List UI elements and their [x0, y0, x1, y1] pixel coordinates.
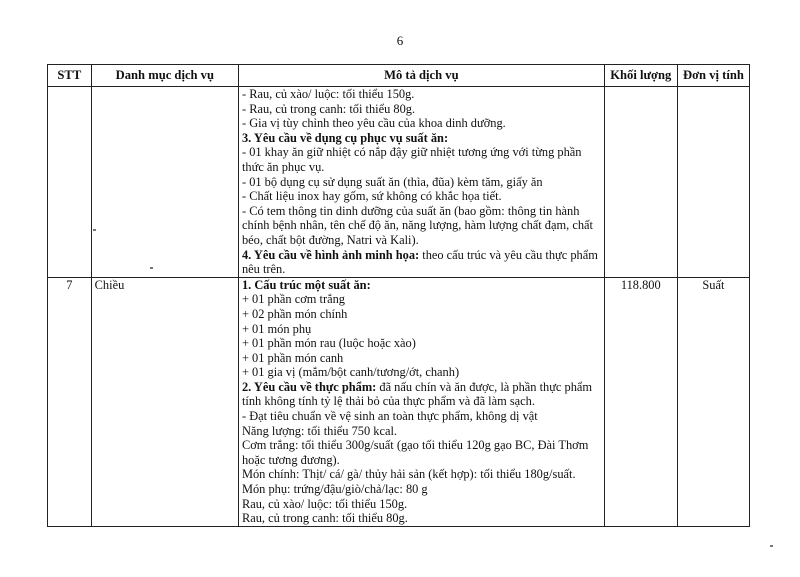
description-line: - Gia vị tùy chỉnh theo yêu cầu của khoa dinh dưỡng.: [241, 116, 506, 131]
description-line: + 01 gia vị (mắm/bột canh/tương/ớt, chanh): [241, 365, 460, 380]
description-line: + 01 phần món canh: [241, 350, 344, 365]
description-line: - Rau, củ trong canh: tối thiểu 80g.: [241, 101, 416, 116]
description-line: + 01 món phụ: [241, 321, 312, 336]
cell-category: Chiều: [91, 277, 238, 526]
description-line: thức ăn phục vụ.: [241, 159, 325, 174]
cell-category: [91, 87, 238, 278]
description-text: theo cấu trúc và yêu cầu thực phẩm: [419, 247, 598, 262]
description-line: 3. Yêu cầu về dụng cụ phục vụ suất ăn:: [241, 130, 449, 145]
scan-mark: [770, 545, 773, 547]
table-header-row: [48, 65, 750, 87]
description-line: Cơm trắng: tối thiểu 300g/suất (gạo tối thiểu 120g gạo BC, Đài Thơm: [241, 438, 589, 453]
description-line: - Chất liệu inox hay gốm, sứ không có khắc họa tiết.: [241, 189, 502, 204]
cell-unit: [677, 87, 749, 278]
cell-quantity: 118.800: [604, 277, 677, 526]
header-quantity: Khối lượng: [604, 65, 677, 87]
table-row: [48, 87, 750, 278]
description-line: + 01 phần món rau (luộc hoặc xào): [241, 336, 416, 351]
description-heading: 2. Yêu cầu về thực phẩm:: [241, 379, 377, 394]
header-unit: Đơn vị tính: [677, 65, 749, 87]
description-line: tính không tính tỷ lệ thải bỏ của thực phẩm và đã làm sạch.: [241, 394, 535, 409]
description-line: Rau, củ trong canh: tối thiểu 80g.: [241, 511, 408, 526]
description-line: + 02 phần món chính: [241, 306, 348, 321]
cell-unit: Suất: [677, 277, 749, 526]
header-stt: STT: [48, 65, 92, 87]
description-line: chính bệnh nhân, tên chế độ ăn, năng lượng, hàm lượng chất đạm, chất: [241, 218, 593, 233]
description-line: hoặc tương đương).: [241, 452, 340, 467]
cell-quantity: [604, 87, 677, 278]
cell-description: [238, 87, 604, 278]
description-line: Rau, củ xào/ luộc: tối thiểu 150g.: [241, 496, 408, 511]
header-description: Mô tả dịch vụ: [238, 65, 604, 87]
description-line: - 01 bộ dụng cụ sử dụng suất ăn (thìa, đũa) kèm tăm, giấy ăn: [241, 174, 543, 189]
scan-mark: [93, 229, 96, 231]
description-line: nêu trên.: [241, 262, 286, 277]
cell-stt: 7: [48, 277, 92, 526]
scan-mark: [150, 267, 153, 269]
table-row: [48, 277, 750, 526]
description-line: 1. Cấu trúc một suất ăn:: [241, 277, 371, 292]
description-line: - 01 khay ăn giữ nhiệt có nắp đậy giữ nhiệt tương ứng với từng phần: [241, 145, 582, 160]
cell-description: [238, 277, 604, 526]
service-table: [47, 64, 750, 527]
description-heading: 4. Yêu cầu về hình ảnh minh họa:: [241, 247, 420, 262]
description-line: [242, 380, 601, 395]
description-line: Năng lượng: tối thiểu 750 kcal.: [241, 423, 398, 438]
description-line: béo, chất bột đường, Natri và Kali).: [241, 232, 419, 247]
header-category: Danh mục dịch vụ: [91, 65, 238, 87]
description-text: đã nấu chín và ăn được, là phần thực phẩm: [376, 379, 593, 394]
description-line: - Có tem thông tin dinh dưỡng của suất ăn (bao gồm: thông tin hành: [241, 203, 580, 218]
cell-stt: [48, 87, 92, 278]
description-line: Món chính: Thịt/ cá/ gà/ thủy hải sản (kết hợp): tối thiểu 180g/suất.: [241, 467, 576, 482]
description-line: Món phụ: trứng/đậu/giò/chả/lạc: 80 g: [241, 482, 428, 497]
page-number: 6: [396, 33, 404, 48]
description-line: - Rau, củ xào/ luộc: tối thiểu 150g.: [241, 87, 415, 101]
description-line: - Đạt tiêu chuẩn về vệ sinh an toàn thực phẩm, không dị vật: [241, 409, 538, 424]
description-line: [242, 248, 601, 263]
description-line: + 01 phần cơm trắng: [241, 292, 345, 307]
